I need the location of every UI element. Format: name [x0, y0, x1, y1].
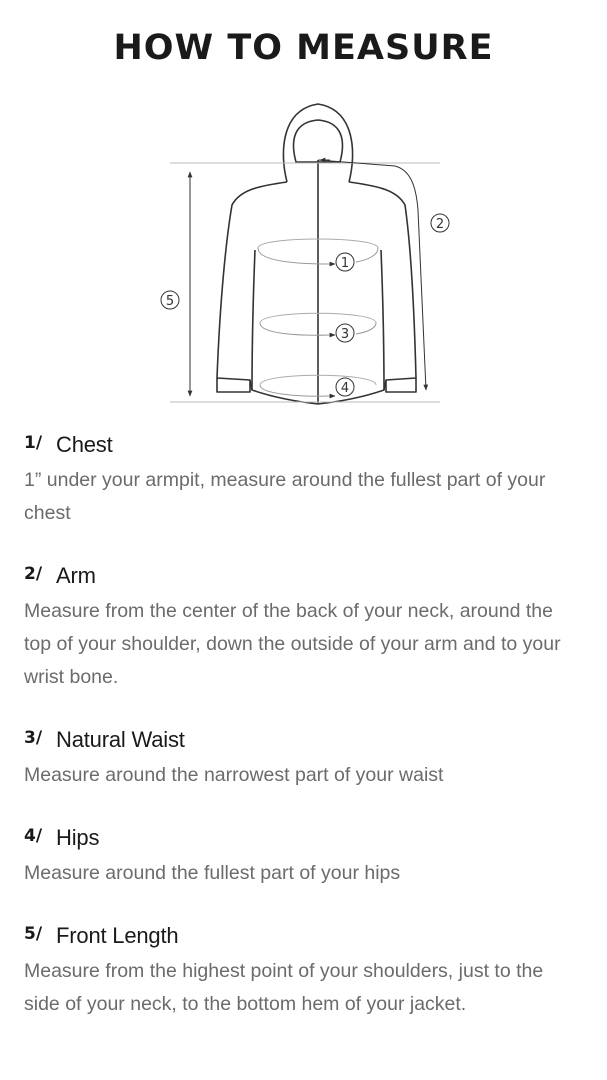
section-description: Measure from the highest point of your shoulders, just to the side of your neck, to the bottom hem of your jacket. — [24, 960, 544, 1015]
section-front-length — [24, 923, 584, 1021]
callout-markers — [161, 214, 449, 396]
section-arm — [24, 563, 584, 694]
section-title: Chest — [56, 432, 113, 457]
section-number: 2/ — [24, 564, 43, 584]
section-description: Measure from the center of the back of your neck, around the top of your shoulder, down the outside of your arm and to your wrist bone. — [24, 600, 561, 688]
section-title: Hips — [56, 825, 100, 850]
measurement-guides — [170, 160, 440, 402]
section-hips — [24, 825, 584, 890]
svg-text:2: 2 — [435, 217, 445, 232]
section-description: Measure around the fullest part of your hips — [24, 862, 401, 884]
section-number: 4/ — [24, 826, 43, 846]
section-number: 3/ — [24, 728, 43, 748]
section-number: 5/ — [24, 924, 43, 944]
measurement-instructions — [24, 432, 584, 1054]
callout-1 — [336, 253, 354, 271]
jacket-outline — [217, 104, 416, 404]
callout-4 — [336, 378, 354, 396]
section-number: 1/ — [24, 433, 43, 453]
section-description: Measure around the narrowest part of your waist — [24, 764, 444, 786]
section-title: Arm — [56, 563, 96, 588]
svg-text:3: 3 — [340, 327, 350, 342]
section-title: Front Length — [56, 923, 179, 948]
svg-text:1: 1 — [340, 256, 350, 271]
jacket-measurement-diagram — [0, 95, 607, 415]
callout-2 — [431, 214, 449, 232]
svg-text:4: 4 — [340, 381, 350, 396]
callout-5 — [161, 291, 179, 309]
svg-text:5: 5 — [165, 294, 175, 309]
section-natural-waist — [24, 727, 584, 792]
callout-3 — [336, 324, 354, 342]
section-chest — [24, 432, 584, 530]
section-title: Natural Waist — [56, 727, 185, 752]
section-description: 1” under your armpit, measure around the fullest part of your chest — [24, 469, 546, 524]
page-title: HOW TO MEASURE — [113, 28, 494, 68]
